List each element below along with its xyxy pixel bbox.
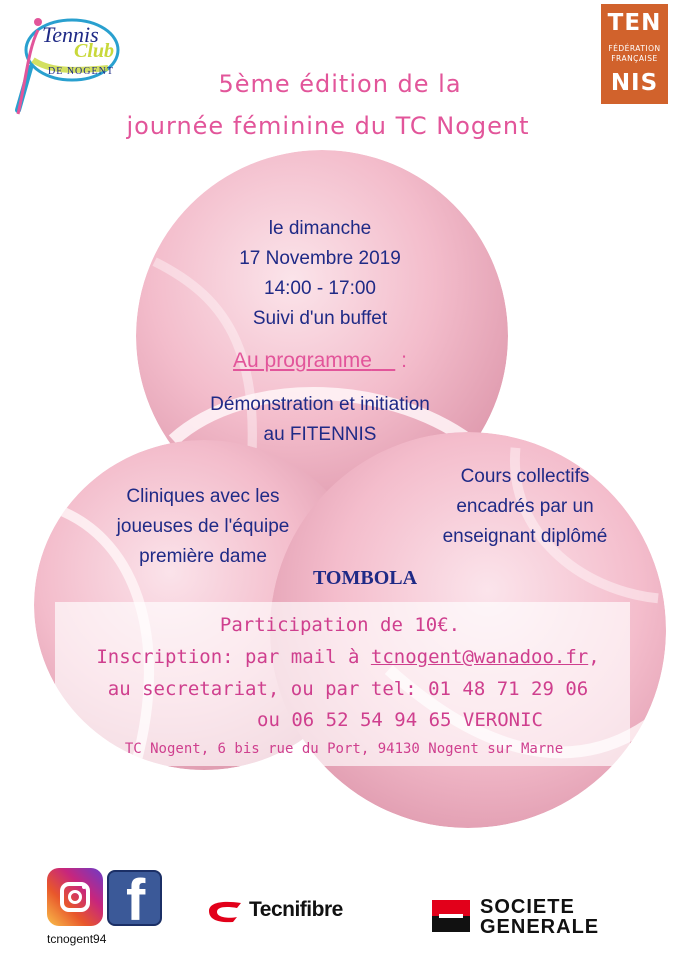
title-line-2: journée féminine du TC Nogent bbox=[126, 112, 530, 140]
programme-demo bbox=[140, 390, 500, 450]
programme-colon: : bbox=[401, 349, 407, 372]
programme-courses bbox=[400, 462, 650, 552]
programme-heading bbox=[160, 346, 480, 376]
tombola: TOMBOLA bbox=[312, 567, 418, 589]
societe-generale-mark-icon bbox=[432, 900, 470, 932]
inscription-suffix: , bbox=[588, 646, 600, 668]
participation-text: Participation de 10€. bbox=[219, 614, 461, 636]
event-date: 17 Novembre 2019 bbox=[239, 248, 401, 269]
clinics-line-3: première dame bbox=[139, 546, 267, 567]
fft-logo-small-2: FRANÇAISE bbox=[611, 54, 658, 63]
title-line-1: 5ème édition de la bbox=[218, 70, 462, 98]
programme-clinics bbox=[78, 482, 328, 572]
clinics-line-2: joueuses de l'équipe bbox=[116, 516, 290, 537]
inscription-line bbox=[58, 646, 638, 668]
event-time: 14:00 - 17:00 bbox=[264, 278, 376, 299]
courses-line-3: enseignant diplômé bbox=[442, 526, 608, 547]
secretariat-line: au secretariat, ou par tel: 01 48 71 29 06 bbox=[107, 678, 589, 700]
email-link[interactable]: tcnogent@wanadoo.fr bbox=[370, 646, 589, 668]
club-logo-line3: DE NOGENT bbox=[48, 66, 114, 77]
phone-line: ou 06 52 54 94 65 VERONIC bbox=[257, 709, 543, 731]
courses-line-2: encadrés par un bbox=[456, 496, 594, 517]
event-details bbox=[170, 214, 470, 334]
address-line: TC Nogent, 6 bis rue du Port, 94130 Nogent sur Marne bbox=[124, 741, 564, 757]
demo-line-1: Démonstration et initiation bbox=[210, 394, 430, 415]
event-buffet: Suivi d'un buffet bbox=[252, 308, 388, 329]
inscription-prefix: Inscription: par mail à bbox=[96, 646, 371, 668]
club-logo-line1: Tennis bbox=[42, 22, 99, 47]
sg-line-2: GENERALE bbox=[480, 916, 600, 938]
courses-line-1: Cours collectifs bbox=[460, 466, 590, 487]
societe-generale-logo bbox=[432, 895, 652, 937]
clinics-line-1: Cliniques avec les bbox=[126, 486, 280, 507]
demo-line-2: au FITENNIS bbox=[263, 424, 377, 445]
sg-line-1: SOCIETE bbox=[480, 896, 575, 918]
tecnifibre-word: Tecnifibre bbox=[249, 898, 343, 921]
facebook-glyph: f bbox=[126, 870, 146, 926]
fft-logo-top: TEN bbox=[607, 10, 662, 36]
event-day: le dimanche bbox=[268, 218, 372, 239]
social-handle: tcnogent94 bbox=[47, 932, 107, 946]
tecnifibre-mark-icon bbox=[207, 899, 243, 923]
club-logo bbox=[8, 10, 138, 122]
facebook-icon[interactable] bbox=[107, 870, 162, 926]
tecnifibre-logo bbox=[207, 895, 407, 929]
programme-heading-text: Au programme bbox=[233, 349, 372, 372]
club-logo-line2: Club bbox=[74, 40, 115, 62]
fft-logo-bottom: NIS bbox=[610, 70, 659, 96]
instagram-icon[interactable] bbox=[47, 868, 103, 926]
fft-logo-small-1: FÉDÉRATION bbox=[608, 44, 661, 53]
